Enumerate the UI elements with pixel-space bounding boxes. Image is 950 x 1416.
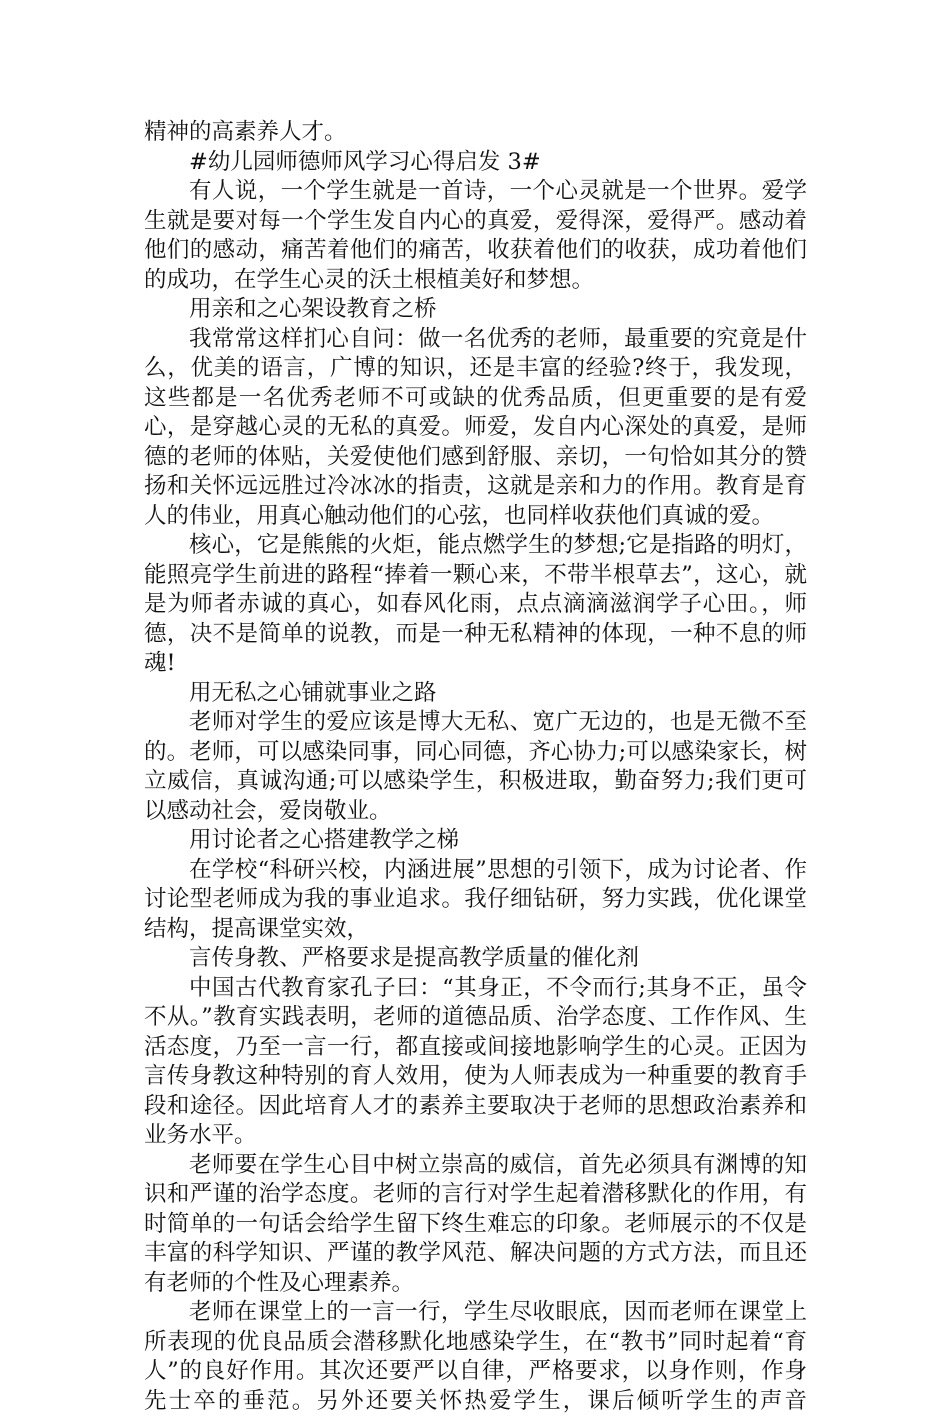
paragraph: 有人说，一个学生就是一首诗，一个心灵就是一个世界。爱学生就是要对每一个学生发自内心的真爱，爱得深，爱得严。感动着他们的感动，痛苦着他们的痛苦，收获着他们的收获，成功着他们的成功，在学生心灵的沃土根植美好和梦想。 (144, 178, 807, 293)
paragraph: 在学校“科研兴校，内涵进展”思想的引领下，成为讨论者、作讨论型老师成为我的事业追求。我仔细钻研，努力实践，优化课堂结构，提高课堂实效， (144, 856, 807, 942)
section-heading: 用亲和之心架设教育之桥 (189, 296, 437, 322)
section-marker: #幼儿园师德师风学习心得启发 3# (189, 148, 541, 175)
paragraph: 老师在课堂上的一言一行，学生尽收眼底，因而老师在课堂上所表现的优良品质会潜移默化地感染学生，在“教书”同时起着“育人”的良好作用。其次还要严以自律，严格要求，以身作则，作身先士卒的垂范。另外还要关怀热爱学生，课后倾听学生的声音 (144, 1299, 807, 1414)
document-body (144, 118, 807, 1416)
paragraph: 核心，它是熊熊的火炬，能点燃学生的梦想;它是指路的明灯，能照亮学生前进的路程“捧着一颗心来，不带半根草去”，这心，就是为师者赤诚的真心，如春风化雨，点点滴滴滋润学子心田。，师德，决不是简单的说教，而是一种无私精神的体现，一种不息的师魂! (144, 532, 807, 676)
paragraph: 老师要在学生心目中树立崇高的威信，首先必须具有渊博的知识和严谨的治学态度。老师的言行对学生起着潜移默化的作用，有时简单的一句话会给学生留下终生难忘的印象。老师展示的不仅是丰富的科学知识、严谨的教学风范、解决问题的方式方法，而且还有老师的个性及心理素养。 (144, 1151, 807, 1296)
section-heading: 言传身教、严格要求是提高教学质量的催化剂 (189, 945, 640, 971)
paragraph: 老师对学生的爱应该是博大无私、宽广无边的，也是无微不至的。老师，可以感染同事，同心同德，齐心协力;可以感染家长，树立威信，真诚沟通;可以感染学生，积极进取，勤奋努力;我们更可以感动社会，爱岗敬业。 (144, 709, 807, 824)
section-heading: 用无私之心铺就事业之路 (189, 679, 437, 706)
paragraph-continuation: 精神的高素养人才。 (144, 119, 347, 145)
paragraph: 中国古代教育家孔子曰：“其身正，不令而行;其身不正，虽令不从。”教育实践表明，老师的道德品质、治学态度、工作作风、生活态度，乃至一言一行，都直接或间接地影响学生的心灵。正因为言传身教这种特别的育人效用，使为人师表成为一种重要的教育手段和途径。因此培育人才的素养主要取决于老师的思想政治素养和业务水平。 (144, 974, 807, 1148)
section-heading: 用讨论者之心搭建教学之梯 (189, 827, 460, 853)
paragraph: 我常常这样扪心自问：做一名优秀的老师，最重要的究竟是什么，优美的语言，广博的知识，还是丰富的经验?终于，我发现，这些都是一名优秀老师不可或缺的优秀品质，但更重要的是有爱心，是穿越心灵的无私的真爱。师爱，发自内心深处的真爱，是师德的老师的体贴，关爱使他们感到舒服、亲切，一句恰如其分的赞扬和关怀远远胜过冷冰冰的指责，这就是亲和力的作用。教育是育人的伟业，用真心触动他们的心弦，也同样收获他们真诚的爱。 (144, 325, 807, 529)
